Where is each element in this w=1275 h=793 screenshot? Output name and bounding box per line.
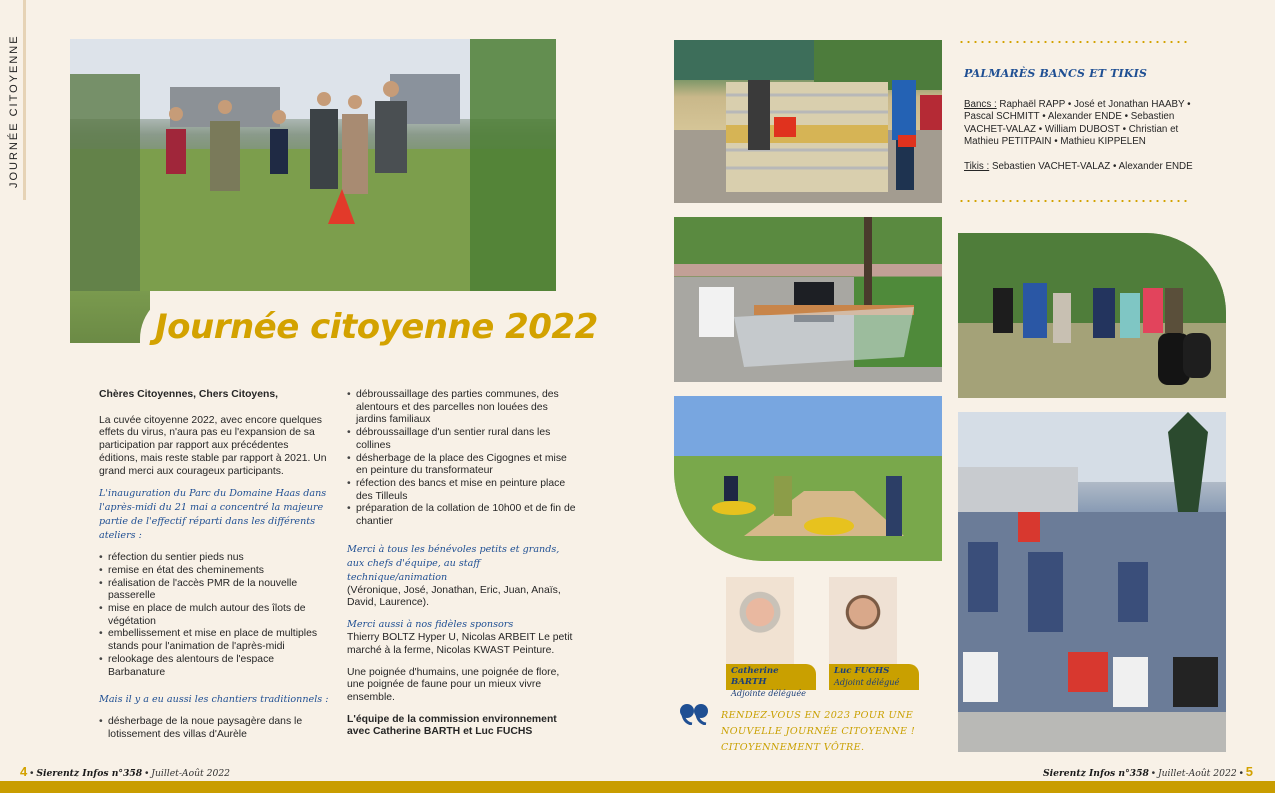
volunteers-illustration — [70, 39, 556, 291]
sand-illustration — [674, 396, 942, 561]
closing-quote — [721, 708, 951, 756]
section-label — [8, 34, 22, 188]
palmares-title: PALMARÈS BANCS ET TIKIS — [964, 67, 1148, 80]
folio-left: 4 • Sierentz Infos n°358 • Juillet-Août 2022 — [20, 764, 231, 779]
photo-group-volunteers — [958, 233, 1226, 398]
signature-line-2: avec Catherine BARTH et Luc FUCHS — [347, 726, 533, 738]
photo-tiki-painting — [674, 40, 942, 203]
quote-line: NOUVELLE JOURNÉE CITOYENNE ! — [721, 726, 916, 737]
portrait-name: Luc FUCHS — [834, 666, 890, 676]
inauguration-lead: L'inauguration du Parc du Domaine Haas dans l'après-midi du 21 mai a concentré la majeure partie de l'effectif réparti dans les différents ateliers : — [99, 488, 327, 542]
list-item: • réalisation de l'accès PMR de la nouvelle passerelle — [99, 578, 329, 603]
photo-bench-varnishing — [674, 217, 942, 382]
thanks-sponsors-names: Thierry BOLTZ Hyper U, Nicolas ARBEIT Le petit marché à la ferme, Nicolas KWAST Peinture. — [347, 632, 573, 656]
portrait-role: Adjointe déléguée — [731, 688, 807, 698]
bancs-names: Raphaël RAPP • José et Jonathan HAABY • Pascal SCHMITT • Alexander ENDE • Sebastien VACHET-VALAZ • William DUBOST • Christian et Mathieu PETITPAIN • Mathieu KIPPELEN — [964, 99, 1191, 148]
group-illustration — [958, 233, 1226, 398]
chantiers-list-continued — [347, 389, 577, 529]
list-item: • réfection des bancs et mise en peinture place des Tilleuls — [347, 478, 577, 503]
palmares-tikis — [964, 161, 1204, 173]
quote-icon — [680, 703, 710, 725]
list-item: • débroussaillage des parties communes, des alentours et des parcelles non louées des jardins familiaux — [347, 389, 577, 427]
tikis-label: Tikis : — [964, 160, 990, 172]
list-item: • désherbage de la noue paysagère dans le lotissement des villas d'Aurèle — [99, 716, 329, 741]
side-rule — [23, 0, 26, 200]
list-item: • débroussaillage d'un sentier rural dans les collines — [347, 427, 577, 452]
portrait-photo — [726, 577, 794, 665]
closing-paragraph: Une poignée d'humains, une poignée de flore, une poignée de faune pour un mieux vivre ensemble. — [347, 666, 560, 703]
section-label-text: JOURNÉE CITOYENNE — [8, 34, 20, 188]
bench-illustration — [674, 217, 942, 382]
tikis-names: Sebastien VACHET-VALAZ • Alexander ENDE — [989, 160, 1193, 172]
name-tag-fuchs — [829, 664, 919, 690]
intro-paragraph: La cuvée citoyenne 2022, avec encore quelques effets du virus, n'aura pas eu l'expansion de sa participation par rapport aux précédentes éditions, mais reste stable par rapport à 2021. Un grand merci aux courageux participants. — [99, 414, 327, 477]
chantiers-list — [99, 716, 329, 741]
thanks-sponsors-lead: Merci aussi à nos fidèles sponsors — [347, 619, 514, 631]
list-item: • réfection du sentier pieds nus — [99, 552, 329, 565]
ateliers-list — [99, 552, 329, 679]
thanks-volunteers-lead: Merci à tous les bénévoles petits et grands, aux chefs d'équipe, au staff technique/animation — [347, 543, 560, 583]
dotted-rule-bottom — [958, 200, 1188, 202]
thanks-volunteers-names: (Véronique, José, Jonathan, Eric, Juan, Anaïs, David, Laurence). — [347, 584, 561, 609]
list-item: • embellissement et mise en place de multiples stands pour l'animation de l'après-midi — [99, 628, 329, 653]
greeting: Chères Citoyennes, Chers Citoyens, — [99, 389, 279, 400]
page-number-left: 4 — [20, 764, 28, 779]
issue-date: Juillet-Août 2022 — [1157, 768, 1237, 779]
portrait-name: Catherine BARTH — [731, 666, 779, 687]
main-photo-volunteers — [70, 39, 556, 291]
tiki-illustration — [674, 40, 942, 203]
issue-date: Juillet-Août 2022 — [151, 768, 231, 779]
folio-right: Sierentz Infos n°358 • Juillet-Août 2022 • 5 — [1042, 764, 1253, 779]
photo-sand-wheelbarrows — [674, 396, 942, 561]
quote-line: CITOYENNEMENT VÔTRE. — [721, 742, 865, 753]
footer-bar — [0, 781, 1275, 793]
photo-large-group-stairs — [958, 412, 1226, 752]
traditional-lead: Mais il y a eu aussi les chantiers traditionnels : — [99, 694, 329, 706]
large-group-illustration — [958, 412, 1226, 752]
page-title: Journée citoyenne 2022 — [155, 307, 598, 347]
signature-line-1: L'équipe de la commission environnement — [347, 713, 557, 725]
article-column-left — [99, 389, 329, 756]
list-item: • désherbage de la place des Cigognes et mise en peinture du transformateur — [347, 453, 577, 478]
magazine-name: Sierentz Infos n°358 — [1042, 768, 1149, 779]
signature — [347, 714, 577, 739]
palmares-body — [964, 99, 1204, 185]
list-item: • préparation de la collation de 10h00 et de fin de chantier — [347, 503, 577, 528]
list-item: • remise en état des cheminements — [99, 565, 329, 578]
portrait-luc-fuchs — [829, 577, 897, 665]
name-tag-barth — [726, 664, 816, 698]
portrait-photo — [829, 577, 897, 665]
magazine-name: Sierentz Infos n°358 — [36, 768, 143, 779]
portrait-catherine-barth — [726, 577, 794, 665]
dotted-rule-top — [958, 41, 1188, 43]
article-column-right — [347, 389, 577, 748]
list-item: • mise en place de mulch autour des îlots de végétation — [99, 603, 329, 628]
quote-line: RENDEZ-VOUS EN 2023 POUR UNE — [721, 710, 914, 721]
palmares-bancs — [964, 99, 1204, 149]
page-number-right: 5 — [1245, 764, 1253, 779]
list-item: • relookage des alentours de l'espace Barbanature — [99, 654, 329, 679]
main-photo-extension — [70, 291, 150, 343]
bancs-label: Bancs : — [964, 99, 997, 110]
portrait-role: Adjoint délégué — [834, 677, 900, 687]
